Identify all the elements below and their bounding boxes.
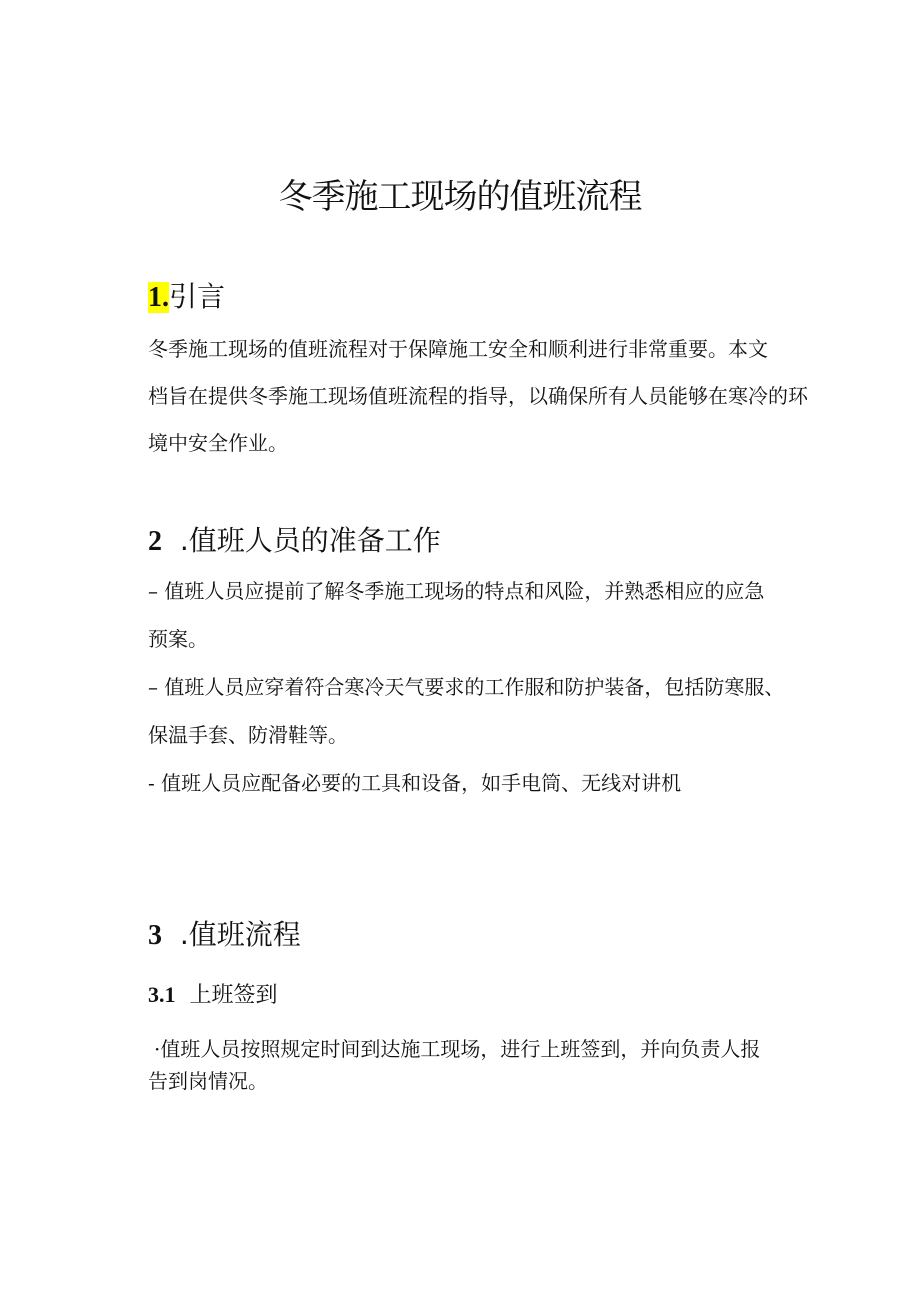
prep-item-3-line-1: - 值班人员应配备必要的工具和设备，如手电筒、无线对讲机 <box>148 771 682 795</box>
prep-item-1-line-1: – 值班人员应提前了解冬季施工现场的特点和风险，并熟悉相应的应急 <box>148 579 765 603</box>
section-heading-intro <box>148 278 225 317</box>
subsection-title: 上班签到 <box>189 983 278 1008</box>
subsection-number: 3.1 <box>148 982 176 1007</box>
prep-item-1-line-2: 预案。 <box>148 627 208 651</box>
document-title: 冬季施工现场的值班流程 <box>278 177 642 217</box>
section-number: 2 <box>148 526 162 557</box>
subsection-heading-checkin <box>148 980 278 1011</box>
section-number: 3 <box>148 920 162 951</box>
section-title: .值班流程 <box>179 918 301 951</box>
intro-line-3: 境中安全作业。 <box>148 431 288 455</box>
intro-line-1: 冬季施工现场的值班流程对于保障施工安全和顺利进行非常重要。本文 <box>148 337 768 361</box>
checkin-line-2: 告到岗情况。 <box>148 1069 268 1093</box>
section-title: .值班人员的准备工作 <box>179 524 441 557</box>
prep-item-2-line-2: 保温手套、防滑鞋等。 <box>148 723 348 747</box>
prep-item-2-line-1: – 值班人员应穿着符合寒冷天气要求的工作服和防护装备，包括防寒服、 <box>148 675 785 699</box>
intro-line-2: 档旨在提供冬季施工现场值班流程的指导，以确保所有人员能够在寒冷的环 <box>148 384 808 408</box>
section-heading-process <box>148 916 301 955</box>
section-number: 1. <box>148 282 169 313</box>
section-title: 引言 <box>169 280 226 313</box>
section-heading-prep <box>148 522 441 561</box>
checkin-line-1: ·值班人员按照规定时间到达施工现场，进行上班签到，并向负责人报 <box>154 1037 761 1061</box>
